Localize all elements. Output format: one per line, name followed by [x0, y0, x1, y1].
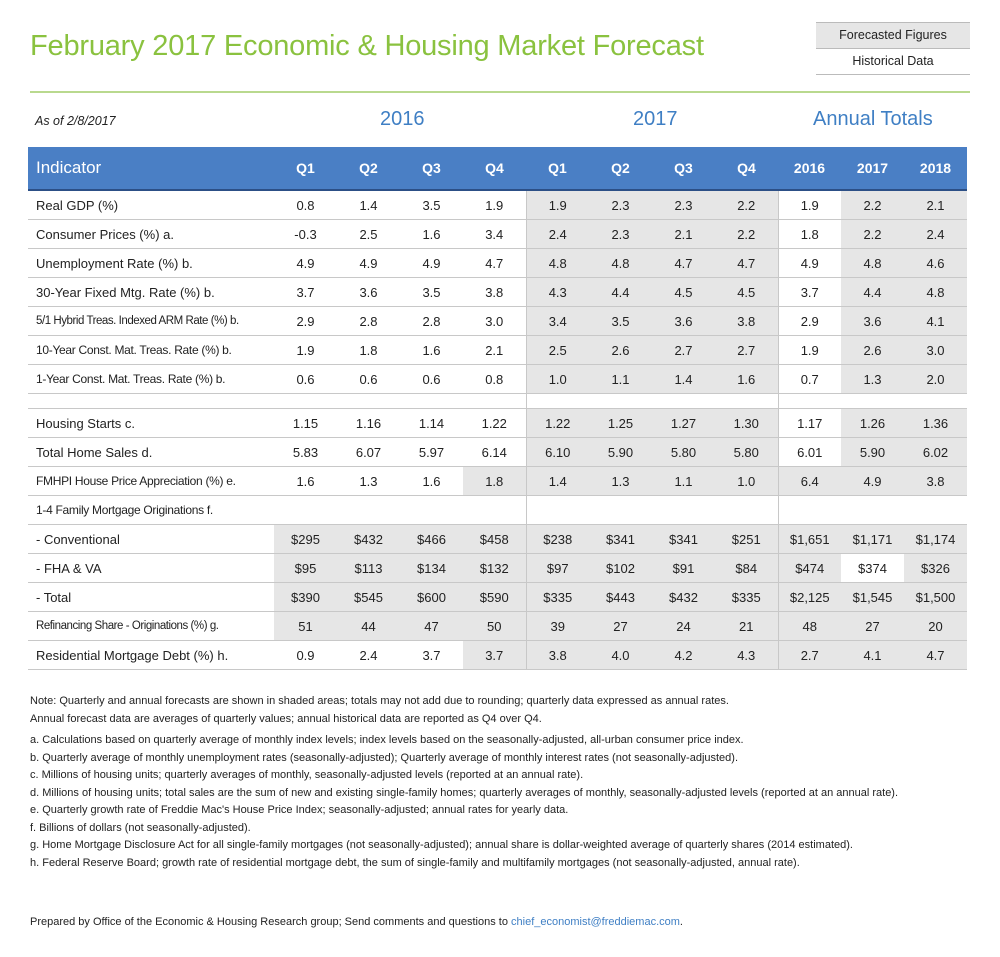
table-cell: 1.22: [526, 409, 589, 438]
table-cell: 3.4: [526, 307, 589, 336]
table-cell: 2.3: [652, 190, 715, 220]
row-label: FMHPI House Price Appreciation (%) e.: [28, 467, 274, 496]
table-cell: 1.1: [652, 467, 715, 496]
footer: [30, 916, 683, 928]
table-cell: $590: [463, 583, 526, 612]
table-cell: $1,174: [904, 525, 967, 554]
table-cell: $1,545: [841, 583, 904, 612]
table-cell: 2.8: [400, 307, 463, 336]
header-2016-q3: Q3: [400, 147, 463, 190]
table-cell: [778, 496, 841, 525]
table-cell: 3.7: [463, 641, 526, 670]
table-cell: 1.9: [526, 190, 589, 220]
table-cell: $326: [904, 554, 967, 583]
table-body: [28, 190, 967, 670]
table-row: [28, 583, 967, 612]
table-cell: 2.7: [778, 641, 841, 670]
table-cell: $341: [589, 525, 652, 554]
table-cell: 2.1: [463, 336, 526, 365]
table-cell: 4.7: [904, 641, 967, 670]
table-cell: 0.6: [400, 365, 463, 394]
table-cell: 1.15: [274, 409, 337, 438]
table-cell: 1.26: [841, 409, 904, 438]
table-cell: 5.97: [400, 438, 463, 467]
table-cell: 4.3: [715, 641, 778, 670]
table-row: [28, 612, 967, 641]
table-row: [28, 438, 967, 467]
table-cell: $1,500: [904, 583, 967, 612]
table-cell: 6.14: [463, 438, 526, 467]
table-cell: 2.0: [904, 365, 967, 394]
row-label: 5/1 Hybrid Treas. Indexed ARM Rate (%) b.: [28, 307, 274, 336]
table-row: [28, 249, 967, 278]
table-cell: 1.6: [715, 365, 778, 394]
header-indicator: Indicator: [28, 147, 274, 190]
header-annual-2017: 2017: [841, 147, 904, 190]
table-cell: [715, 496, 778, 525]
table-cell: $91: [652, 554, 715, 583]
table-cell: 5.80: [652, 438, 715, 467]
table-cell: $432: [337, 525, 400, 554]
table-cell: 2.1: [904, 190, 967, 220]
table-cell: 1.3: [841, 365, 904, 394]
table-cell: $474: [778, 554, 841, 583]
table-cell: 4.7: [463, 249, 526, 278]
table-cell: $97: [526, 554, 589, 583]
table-cell: 6.02: [904, 438, 967, 467]
table-cell: 2.3: [589, 190, 652, 220]
table-cell: 2.3: [589, 220, 652, 249]
table-cell: 0.8: [274, 190, 337, 220]
spacer-cell: [904, 394, 967, 409]
header-2016-q1: Q1: [274, 147, 337, 190]
footnote-h: h. Federal Reserve Board; growth rate of residential mortgage debt, the sum of single-family and multifamily mortgages (not seasonally-adjusted, annual rate).: [30, 856, 800, 869]
table-row: [28, 525, 967, 554]
table-cell: 3.8: [904, 467, 967, 496]
header-2017-q1: Q1: [526, 147, 589, 190]
table-cell: $341: [652, 525, 715, 554]
footnote-e: e. Quarterly growth rate of Freddie Mac's House Price Index; seasonally-adjusted; annual rates for yearly data.: [30, 804, 569, 816]
group-header-2017: 2017: [633, 108, 678, 130]
table-cell: 2.4: [526, 220, 589, 249]
footer-text: Prepared by Office of the Economic & Housing Research group; Send comments and questions to: [30, 916, 512, 928]
table-cell: 3.7: [274, 278, 337, 307]
table-cell: $443: [589, 583, 652, 612]
table-cell: $458: [463, 525, 526, 554]
title-divider: [30, 91, 970, 93]
table-cell: 3.7: [778, 278, 841, 307]
table-cell: 4.4: [589, 278, 652, 307]
table-cell: 1.8: [778, 220, 841, 249]
table-row: [28, 409, 967, 438]
table-cell: 6.10: [526, 438, 589, 467]
table-cell: 2.2: [841, 190, 904, 220]
table-cell: 4.9: [778, 249, 841, 278]
table-spacer-row: [28, 394, 967, 409]
row-label: Real GDP (%): [28, 190, 274, 220]
table-cell: 1.30: [715, 409, 778, 438]
table-cell: [274, 496, 337, 525]
table-cell: 0.9: [274, 641, 337, 670]
spacer-cell: [400, 394, 463, 409]
note-line: Annual forecast data are averages of quarterly values; annual historical data are reported as Q4 over Q4.: [30, 712, 542, 725]
table-cell: 2.7: [652, 336, 715, 365]
table-cell: 1.4: [652, 365, 715, 394]
table-cell: 50: [463, 612, 526, 641]
table-cell: $466: [400, 525, 463, 554]
table-cell: 2.5: [526, 336, 589, 365]
table-cell: 3.6: [337, 278, 400, 307]
table-row: [28, 641, 967, 670]
row-label: Residential Mortgage Debt (%) h.: [28, 641, 274, 670]
table-cell: 4.8: [904, 278, 967, 307]
table-cell: 4.8: [526, 249, 589, 278]
table-row: [28, 190, 967, 220]
table-cell: [589, 496, 652, 525]
table-cell: 1.4: [526, 467, 589, 496]
table-cell: 2.8: [337, 307, 400, 336]
table-cell: 1.8: [337, 336, 400, 365]
table-cell: 2.4: [904, 220, 967, 249]
row-label: Refinancing Share - Originations (%) g.: [28, 612, 274, 641]
table-cell: 24: [652, 612, 715, 641]
table-cell: 1.6: [400, 467, 463, 496]
table-cell: 4.4: [841, 278, 904, 307]
spacer-cell: [526, 394, 589, 409]
row-label: 1-Year Const. Mat. Treas. Rate (%) b.: [28, 365, 274, 394]
table-cell: [463, 496, 526, 525]
table-cell: 4.9: [337, 249, 400, 278]
table-cell: 1.22: [463, 409, 526, 438]
footnote-a: a. Calculations based on quarterly average of monthly index levels; index levels based on the seasonally-adjusted, all-urban consumer price index.: [30, 734, 744, 746]
table-cell: 1.4: [337, 190, 400, 220]
row-label: Total Home Sales d.: [28, 438, 274, 467]
table-cell: 51: [274, 612, 337, 641]
table-cell: 0.6: [337, 365, 400, 394]
table-cell: 1.6: [274, 467, 337, 496]
spacer-cell: [337, 394, 400, 409]
table-cell: 4.8: [589, 249, 652, 278]
table-cell: 4.9: [841, 467, 904, 496]
table-cell: 5.83: [274, 438, 337, 467]
legend-forecasted: Forecasted Figures: [816, 22, 970, 48]
group-header-2016: 2016: [380, 108, 425, 130]
table-cell: [526, 496, 589, 525]
table-cell: 1.3: [337, 467, 400, 496]
table-cell: 4.6: [904, 249, 967, 278]
table-cell: 6.01: [778, 438, 841, 467]
table-cell: 3.0: [904, 336, 967, 365]
header-2017-q4: Q4: [715, 147, 778, 190]
table-cell: 5.90: [841, 438, 904, 467]
table-cell: $238: [526, 525, 589, 554]
table-cell: 1.9: [274, 336, 337, 365]
table-cell: 4.7: [715, 249, 778, 278]
table-cell: 1.3: [589, 467, 652, 496]
table-cell: $545: [337, 583, 400, 612]
header-2017-q3: Q3: [652, 147, 715, 190]
note-line: Note: Quarterly and annual forecasts are shown in shaded areas; totals may not add due to rounding; quarterly data expressed as annual rates.: [30, 695, 729, 707]
table-cell: 44: [337, 612, 400, 641]
table-cell: 1.0: [715, 467, 778, 496]
table-cell: $251: [715, 525, 778, 554]
table-cell: 1.36: [904, 409, 967, 438]
spacer-cell: [28, 394, 274, 409]
table-cell: 20: [904, 612, 967, 641]
table-cell: [904, 496, 967, 525]
row-label: - Conventional: [28, 525, 274, 554]
row-label: 10-Year Const. Mat. Treas. Rate (%) b.: [28, 336, 274, 365]
table-cell: -0.3: [274, 220, 337, 249]
shading-legend: [816, 22, 970, 75]
table-cell: 3.0: [463, 307, 526, 336]
table-cell: [652, 496, 715, 525]
spacer-cell: [652, 394, 715, 409]
table-header-row: [28, 147, 967, 190]
table-cell: 3.5: [400, 278, 463, 307]
table-cell: 4.2: [652, 641, 715, 670]
table-cell: 0.7: [778, 365, 841, 394]
table-cell: 3.5: [589, 307, 652, 336]
table-cell: 3.4: [463, 220, 526, 249]
footnote-b: b. Quarterly average of monthly unemployment rates (seasonally-adjusted); Quarterly average of monthly interest rates (not seasonally-adjusted).: [30, 751, 739, 764]
table-cell: $1,171: [841, 525, 904, 554]
table-cell: 4.3: [526, 278, 589, 307]
table-cell: 1.14: [400, 409, 463, 438]
row-label: 1-4 Family Mortgage Originations f.: [28, 496, 274, 525]
table-cell: 2.5: [337, 220, 400, 249]
table-row: [28, 496, 967, 525]
table-cell: 0.8: [463, 365, 526, 394]
table-cell: 1.27: [652, 409, 715, 438]
table-cell: 1.6: [400, 220, 463, 249]
table-cell: $113: [337, 554, 400, 583]
footnote-g: g. Home Mortgage Disclosure Act for all single-family mortgages (not seasonally-adjusted); annual share is dollar-weighted average of quarterly shares (2014 estimated).: [30, 839, 853, 851]
as-of-date: As of 2/8/2017: [35, 114, 116, 128]
header-2016-q4: Q4: [463, 147, 526, 190]
header-2017-q2: Q2: [589, 147, 652, 190]
table-cell: 4.9: [400, 249, 463, 278]
spacer-cell: [778, 394, 841, 409]
table-cell: 3.6: [841, 307, 904, 336]
table-cell: 3.5: [400, 190, 463, 220]
table-cell: 1.9: [463, 190, 526, 220]
table-cell: 2.9: [274, 307, 337, 336]
table-cell: 5.80: [715, 438, 778, 467]
row-label: Consumer Prices (%) a.: [28, 220, 274, 249]
table-cell: 5.90: [589, 438, 652, 467]
table-cell: 4.1: [904, 307, 967, 336]
table-cell: $432: [652, 583, 715, 612]
table-row: [28, 365, 967, 394]
table-cell: $132: [463, 554, 526, 583]
table-cell: 4.5: [652, 278, 715, 307]
table-cell: [841, 496, 904, 525]
table-cell: $374: [841, 554, 904, 583]
table-cell: 27: [841, 612, 904, 641]
header-annual-2016: 2016: [778, 147, 841, 190]
row-label: - FHA & VA: [28, 554, 274, 583]
notes-section: [30, 693, 975, 872]
spacer-cell: [274, 394, 337, 409]
table-cell: 1.0: [526, 365, 589, 394]
spacer-cell: [589, 394, 652, 409]
table-cell: 1.17: [778, 409, 841, 438]
table-cell: 2.1: [652, 220, 715, 249]
table-cell: 4.8: [841, 249, 904, 278]
table-cell: 21: [715, 612, 778, 641]
table-row: [28, 278, 967, 307]
header-annual-2018: 2018: [904, 147, 967, 190]
group-header-annual-totals: Annual Totals: [813, 108, 933, 130]
table-cell: $102: [589, 554, 652, 583]
table-cell: 4.0: [589, 641, 652, 670]
table-cell: $1,651: [778, 525, 841, 554]
table-cell: 2.6: [841, 336, 904, 365]
table-cell: 1.8: [463, 467, 526, 496]
spacer-cell: [463, 394, 526, 409]
table-cell: $335: [715, 583, 778, 612]
table-cell: 2.4: [337, 641, 400, 670]
table-cell: 2.6: [589, 336, 652, 365]
table-cell: 0.6: [274, 365, 337, 394]
table-cell: [400, 496, 463, 525]
table-cell: $2,125: [778, 583, 841, 612]
table-cell: $134: [400, 554, 463, 583]
table-row: [28, 467, 967, 496]
table-cell: 4.9: [274, 249, 337, 278]
footer-end: .: [679, 916, 683, 928]
table-cell: 47: [400, 612, 463, 641]
table-cell: 1.16: [337, 409, 400, 438]
table-cell: 39: [526, 612, 589, 641]
table-cell: $600: [400, 583, 463, 612]
table-cell: $335: [526, 583, 589, 612]
table-cell: 3.7: [400, 641, 463, 670]
row-label: - Total: [28, 583, 274, 612]
table-row: [28, 220, 967, 249]
table-cell: 1.9: [778, 336, 841, 365]
row-label: 30-Year Fixed Mtg. Rate (%) b.: [28, 278, 274, 307]
table-row: [28, 307, 967, 336]
table-cell: $95: [274, 554, 337, 583]
header-2016-q2: Q2: [337, 147, 400, 190]
table-cell: 3.8: [526, 641, 589, 670]
table-cell: 3.8: [463, 278, 526, 307]
table-cell: 1.9: [778, 190, 841, 220]
table-cell: 3.8: [715, 307, 778, 336]
table-cell: 2.2: [715, 190, 778, 220]
spacer-cell: [841, 394, 904, 409]
table-cell: $295: [274, 525, 337, 554]
page-title: February 2017 Economic & Housing Market Forecast: [30, 30, 704, 62]
footnote-f: f. Billions of dollars (not seasonally-adjusted).: [30, 821, 251, 834]
table-cell: 2.7: [715, 336, 778, 365]
table-cell: 2.2: [715, 220, 778, 249]
table-cell: [337, 496, 400, 525]
table-cell: 2.9: [778, 307, 841, 336]
table-cell: 6.07: [337, 438, 400, 467]
table-cell: 4.5: [715, 278, 778, 307]
table-cell: 4.7: [652, 249, 715, 278]
table-cell: 1.1: [589, 365, 652, 394]
legend-historical: Historical Data: [816, 48, 970, 75]
footnote-c: c. Millions of housing units; quarterly averages of monthly, seasonally-adjusted levels (reported at an annual rate).: [30, 769, 584, 781]
table-cell: 1.25: [589, 409, 652, 438]
table-cell: $84: [715, 554, 778, 583]
table-cell: 1.6: [400, 336, 463, 365]
forecast-table: [28, 147, 967, 670]
table-cell: 27: [589, 612, 652, 641]
table-row: [28, 554, 967, 583]
spacer-cell: [715, 394, 778, 409]
table-cell: $390: [274, 583, 337, 612]
table-cell: 2.2: [841, 220, 904, 249]
table-row: [28, 336, 967, 365]
table-cell: 3.6: [652, 307, 715, 336]
contact-email-link[interactable]: chief_economist@freddiemac.com: [511, 916, 680, 928]
table-cell: 4.1: [841, 641, 904, 670]
table-cell: 6.4: [778, 467, 841, 496]
row-label: Housing Starts c.: [28, 409, 274, 438]
row-label: Unemployment Rate (%) b.: [28, 249, 274, 278]
footnote-d: d. Millions of housing units; total sales are the sum of new and existing single-family homes; quarterly averages of monthly, seasonally-adjusted levels (reported at an annual rate).: [30, 786, 899, 799]
table-cell: 48: [778, 612, 841, 641]
